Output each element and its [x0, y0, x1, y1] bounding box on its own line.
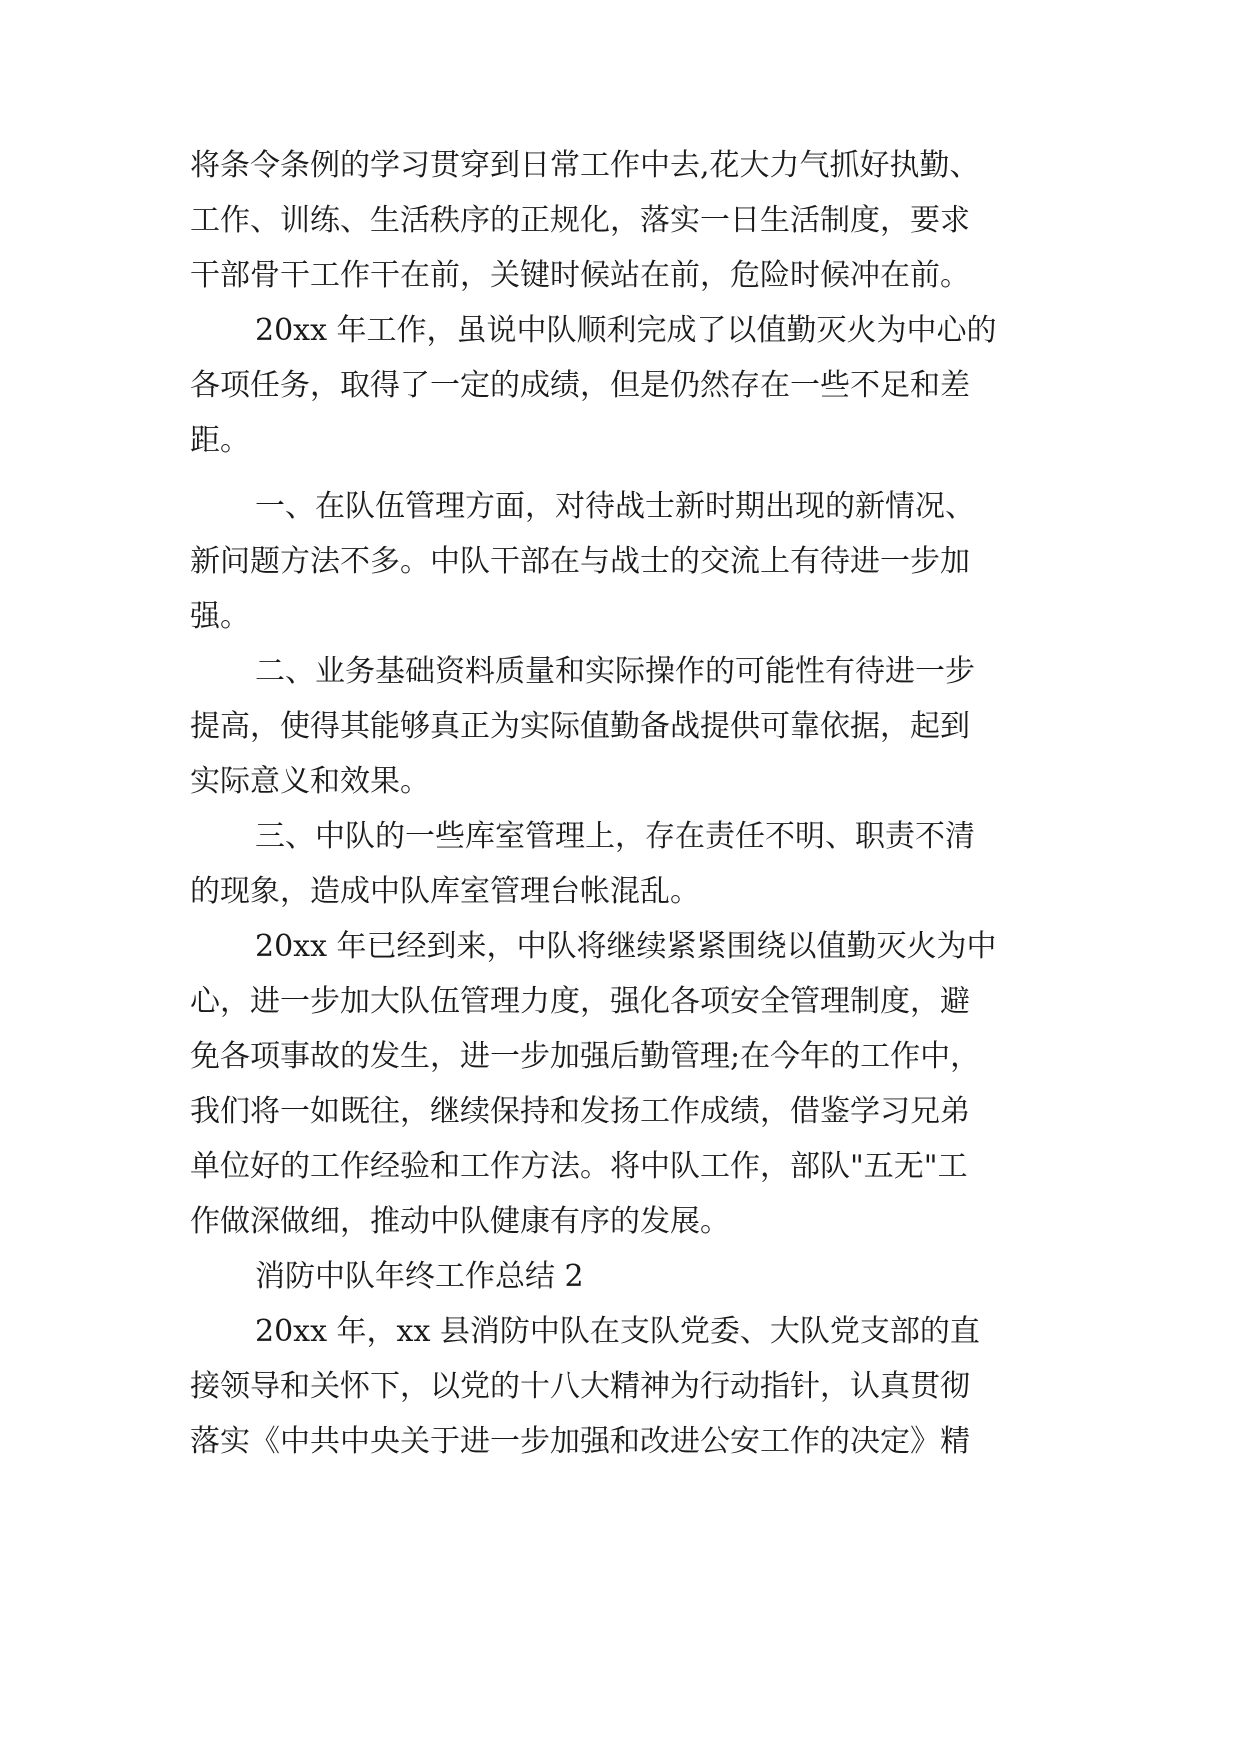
text-line: 免各项事故的发生，进一步加强后勤管理;在今年的工作中，: [190, 1039, 981, 1074]
text-line: 我们将一如既往，继续保持和发扬工作成绩，借鉴学习兄弟: [190, 1094, 970, 1129]
text-line: 接领导和关怀下，以党的十八大精神为行动指针，认真贯彻: [190, 1369, 970, 1404]
text-line: 各项任务，取得了一定的成绩，但是仍然存在一些不足和差: [190, 368, 970, 403]
text-line: 心，进一步加大队伍管理力度，强化各项安全管理制度，避: [190, 984, 970, 1019]
text-line: 新问题方法不多。中队干部在与战士的交流上有待进一步加: [190, 544, 970, 579]
text-line: 距。: [190, 423, 250, 458]
text-line: 单位好的工作经验和工作方法。将中队工作，部队"五无"工: [190, 1149, 968, 1184]
text-line: 强。: [190, 599, 250, 634]
text-line: 干部骨干工作干在前，关键时候站在前，危险时候冲在前。: [190, 258, 970, 293]
paragraph-first-line: 20xx 年工作，虽说中队顺利完成了以值勤灭火为中心的: [255, 313, 997, 348]
paragraph-first-line: 二、业务基础资料质量和实际操作的可能性有待进一步: [255, 654, 975, 689]
text-line: 将条令条例的学习贯穿到日常工作中去,花大力气抓好执勤、: [190, 148, 980, 183]
text-line: 提高，使得其能够真正为实际值勤备战提供可靠依据，起到: [190, 709, 970, 744]
paragraph-first-line: 20xx 年已经到来，中队将继续紧紧围绕以值勤灭火为中: [255, 929, 997, 964]
paragraph-first-line: 20xx 年，xx 县消防中队在支队党委、大队党支部的直: [255, 1314, 980, 1349]
section-heading: 消防中队年终工作总结 2: [255, 1259, 584, 1294]
text-line: 实际意义和效果。: [190, 764, 430, 799]
paragraph-first-line: 三、中队的一些库室管理上，存在责任不明、职责不清: [255, 819, 975, 854]
text-line: 的现象，造成中队库室管理台帐混乱。: [190, 874, 700, 909]
text-line: 作做深做细，推动中队健康有序的发展。: [190, 1204, 730, 1239]
text-line: 工作、训练、生活秩序的正规化，落实一日生活制度，要求: [190, 203, 970, 238]
text-line: 落实《中共中央关于进一步加强和改进公安工作的决定》精: [190, 1424, 970, 1459]
paragraph-first-line: 一、在队伍管理方面，对待战士新时期出现的新情况、: [255, 489, 975, 524]
